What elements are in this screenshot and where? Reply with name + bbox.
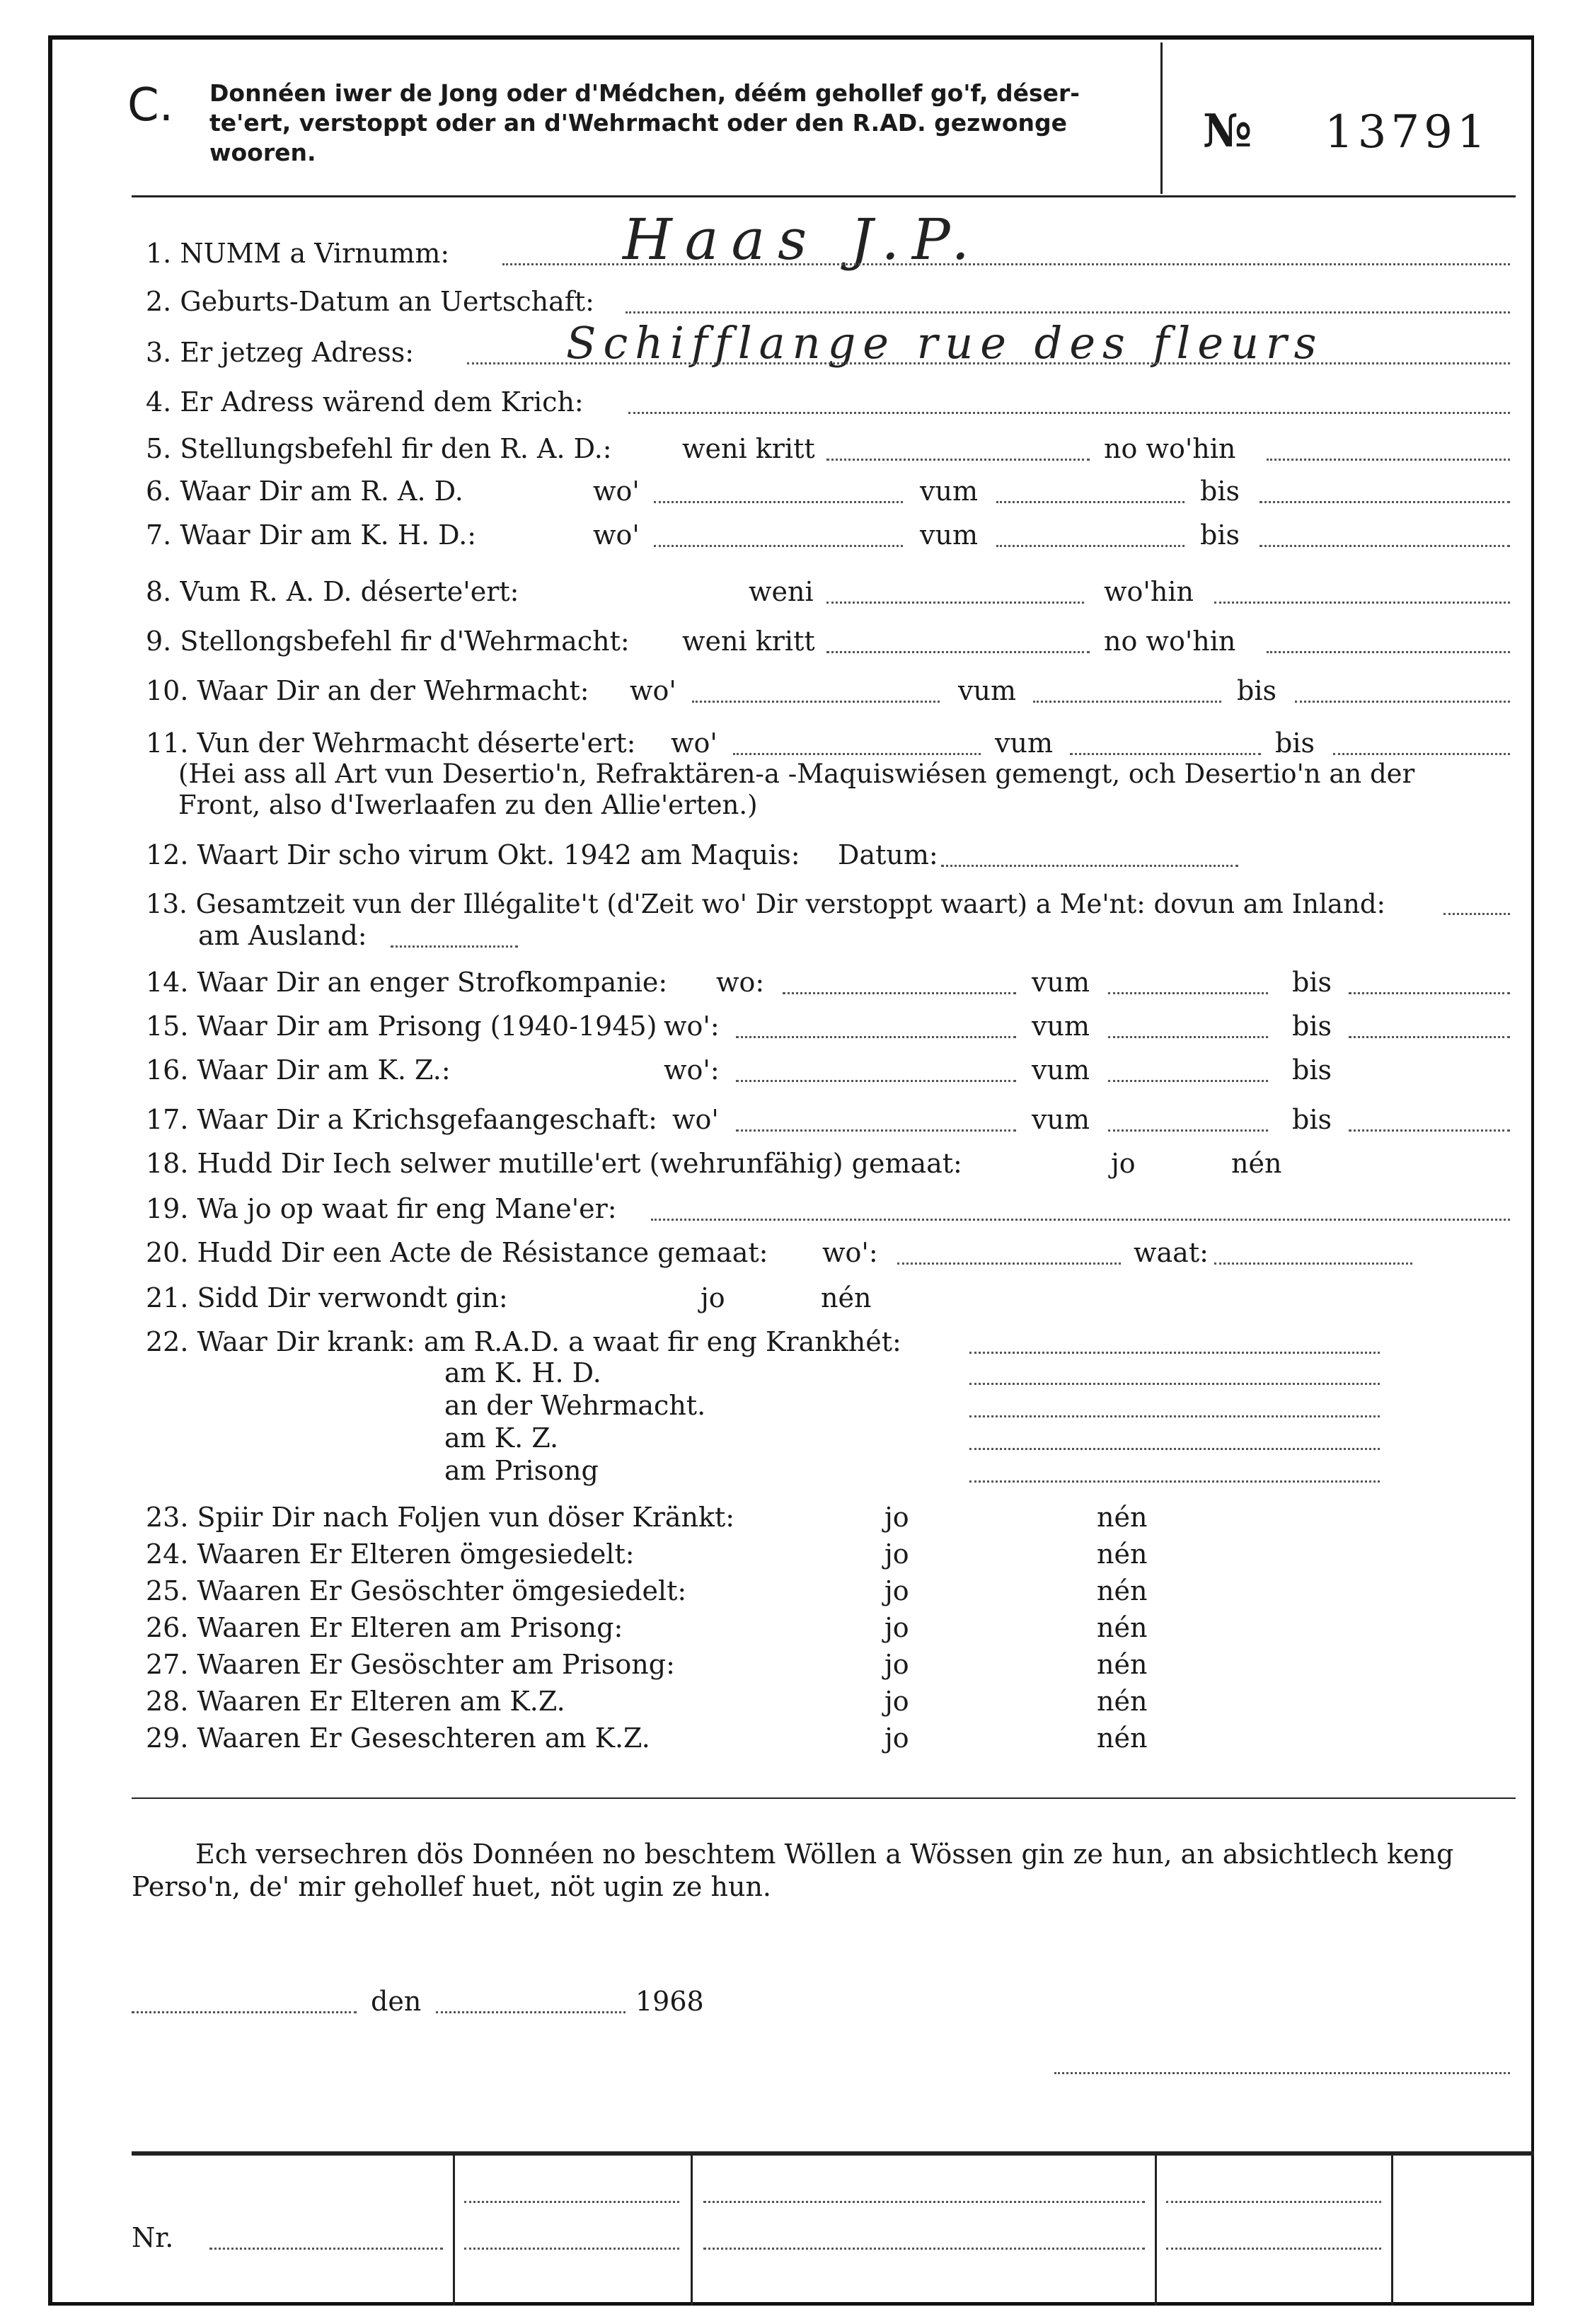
field-17-line-a: [736, 1129, 1016, 1132]
header-line-2: te'ert, verstoppt oder an d'Wehrmacht oder den R.AD. gezwonge: [209, 109, 1068, 137]
field-16-wo: wo':: [664, 1054, 720, 1086]
yesno-26-label: 26. Waaren Er Elteren am Prisong:: [146, 1612, 623, 1643]
field-22-sub-kz: am K. Z.: [444, 1422, 559, 1454]
yesno-24-nen: nén: [1097, 1538, 1148, 1570]
field-5-label: 5. Stellungsbefehl fir den R. A. D.:: [146, 433, 612, 464]
field-1-line: [502, 263, 1510, 265]
field-9-label: 9. Stellongsbefehl fir d'Wehrmacht:: [146, 626, 630, 657]
field-17-wo: wo': [672, 1104, 719, 1135]
field-10-wo: wo': [630, 675, 676, 706]
yesno-23-nen: nén: [1097, 1502, 1148, 1533]
field-20-wo: wo':: [822, 1237, 878, 1268]
declaration-rule: [132, 1797, 1516, 1799]
yesno-26-nen: nén: [1097, 1612, 1148, 1643]
field-11-vum: vum: [995, 727, 1053, 759]
field-12-line: [941, 865, 1238, 867]
footer-line-3b: [1166, 2248, 1381, 2250]
footer-line-3a: [1166, 2201, 1381, 2203]
field-10-label: 10. Waar Dir an der Wehrmacht:: [146, 675, 589, 706]
field-10-line-b: [1033, 701, 1221, 703]
field-14-line-a: [783, 992, 1016, 994]
field-6-label: 6. Waar Dir am R. A. D.: [146, 476, 463, 507]
yesno-29-jo: jo: [884, 1722, 909, 1754]
field-18-nen: nén: [1231, 1148, 1282, 1179]
field-13-line-b: [391, 945, 518, 948]
field-8-label: 8. Vum R. A. D. déserte'ert:: [146, 576, 519, 607]
field-19-label: 19. Wa jo op waat fir eng Mane'er:: [146, 1193, 617, 1224]
field-17-label: 17. Waar Dir a Krichsgefaangeschaft:: [146, 1104, 657, 1135]
field-11-bis: bis: [1275, 727, 1315, 759]
field-9-line-b: [1267, 651, 1510, 653]
field-7-label: 7. Waar Dir am K. H. D.:: [146, 519, 477, 551]
field-16-line-a: [736, 1080, 1016, 1082]
field-11-label: 11. Vun der Wehrmacht déserte'ert:: [146, 727, 636, 759]
field-22-line-3: [969, 1448, 1380, 1450]
footer-line-1a: [464, 2201, 679, 2203]
place-line: [132, 2011, 357, 2013]
field-8-line-a: [826, 602, 1084, 604]
field-6-line-a: [654, 501, 903, 503]
field-8-wohin: wo'hin: [1104, 576, 1194, 607]
field-11-line-b: [1070, 753, 1261, 755]
field-22-line-0: [969, 1352, 1380, 1354]
field-9-line-a: [826, 651, 1090, 653]
field-15-bis: bis: [1292, 1011, 1332, 1042]
field-21-nen: nén: [821, 1282, 872, 1313]
field-20-line-a: [897, 1262, 1121, 1265]
field-22-sub-prisong: am Prisong: [444, 1455, 599, 1486]
footer-line-1b: [464, 2248, 679, 2250]
header-rule: [132, 195, 1516, 197]
field-17-vum: vum: [1032, 1104, 1090, 1135]
field-10-bis: bis: [1237, 675, 1276, 706]
footer-line-2a: [703, 2201, 1145, 2203]
field-8-line-b: [1214, 602, 1510, 604]
header-line-3: wooren.: [209, 139, 316, 166]
header-line-1: Donnéen iwer de Jong oder d'Médchen, déém gehollef go'f, déser-: [209, 79, 1080, 107]
yesno-23-jo: jo: [884, 1502, 909, 1533]
field-15-line-a: [736, 1036, 1016, 1038]
field-6-wo: wo': [593, 476, 640, 507]
field-15-line-b: [1108, 1036, 1268, 1038]
field-21-label: 21. Sidd Dir verwondt gin:: [146, 1282, 508, 1313]
field-16-vum: vum: [1032, 1054, 1090, 1086]
footer-col-3: [1155, 2156, 1157, 2306]
field-5-weni: weni kritt: [682, 433, 815, 464]
yesno-27-nen: nén: [1097, 1649, 1148, 1680]
field-13-ausland: am Ausland:: [198, 920, 367, 951]
field-6-bis: bis: [1200, 476, 1240, 507]
nr-label: Nr.: [132, 2222, 174, 2253]
field-14-bis: bis: [1292, 967, 1332, 998]
form-number: 13791: [1325, 106, 1490, 159]
field-3-handwriting: Schifflange rue des fleurs: [566, 317, 1324, 369]
field-4-label: 4. Er Adress wärend dem Krich:: [146, 386, 584, 418]
field-9-nowohin: no wo'hin: [1104, 626, 1236, 657]
field-11-line-c: [1333, 753, 1510, 755]
field-8-weni: weni: [749, 576, 814, 607]
footer-line-2b: [703, 2248, 1145, 2250]
field-7-vum: vum: [920, 519, 978, 551]
footer-col-2: [691, 2156, 693, 2306]
field-11-note-1: (Hei ass all Art vun Desertio'n, Refraktären-a -Maquiswiésen gemengt, och Desertio'n an der: [178, 759, 1415, 789]
yesno-26-jo: jo: [884, 1612, 909, 1643]
field-22-line-4: [969, 1480, 1380, 1483]
field-15-vum: vum: [1032, 1011, 1090, 1042]
field-16-line-b: [1108, 1080, 1268, 1082]
field-22-label: 22. Waar Dir krank: am R.A.D. a waat fir eng Krankhét:: [146, 1326, 901, 1357]
field-14-line-c: [1349, 992, 1510, 994]
field-17-line-c: [1349, 1129, 1510, 1132]
field-20-line-b: [1214, 1262, 1412, 1265]
yesno-24-label: 24. Waaren Er Elteren ömgesiedelt:: [146, 1538, 635, 1570]
footer-rule: [132, 2151, 1534, 2156]
declaration-line-2: Perso'n, de' mir gehollef huet, nöt ugin ze hun.: [132, 1871, 772, 1902]
field-10-vum: vum: [958, 675, 1016, 706]
section-letter: C.: [127, 79, 174, 132]
field-2-line: [626, 311, 1510, 313]
field-7-line-c: [1260, 545, 1510, 547]
field-17-bis: bis: [1292, 1104, 1332, 1135]
field-17-line-b: [1108, 1129, 1268, 1132]
field-18-label: 18. Hudd Dir Iech selwer mutille'ert (wehrunfähig) gemaat:: [146, 1148, 962, 1179]
yesno-25-label: 25. Waaren Er Gesöschter ömgesiedelt:: [146, 1575, 687, 1606]
field-13-line-a: [1443, 913, 1510, 915]
field-3-label: 3. Er jetzeg Adress:: [146, 337, 414, 368]
yesno-24-jo: jo: [884, 1538, 909, 1570]
field-18-jo: jo: [1111, 1148, 1136, 1179]
yesno-25-nen: nén: [1097, 1575, 1148, 1606]
yesno-28-jo: jo: [884, 1686, 909, 1717]
field-15-line-c: [1349, 1036, 1510, 1038]
field-6-line-b: [996, 501, 1185, 503]
den-label: den: [371, 1986, 422, 2017]
field-12-datum: Datum:: [838, 839, 938, 870]
footer-col-1: [453, 2156, 455, 2306]
header-divider: [1160, 42, 1163, 194]
field-5-nowohin: no wo'hin: [1104, 433, 1236, 464]
field-16-bis: bis: [1292, 1054, 1332, 1086]
field-14-wo: wo:: [716, 967, 765, 998]
declaration-line-1: Ech versechren dös Donnéen no beschtem Wöllen a Wössen gin ze hun, an absichtlech keng: [195, 1839, 1454, 1870]
field-6-line-c: [1260, 501, 1510, 503]
field-19-line: [651, 1219, 1510, 1221]
field-14-label: 14. Waar Dir an enger Strofkompanie:: [146, 967, 668, 998]
field-13-label: 13. Gesamtzeit vun der Illégalite't (d'Zeit wo' Dir verstoppt waart) a Me'nt: dovun am Inland:: [146, 889, 1385, 919]
field-14-vum: vum: [1032, 967, 1090, 998]
field-4-line: [628, 412, 1510, 414]
field-2-label: 2. Geburts-Datum an Uertschaft:: [146, 286, 594, 317]
yesno-27-label: 27. Waaren Er Gesöschter am Prisong:: [146, 1649, 675, 1680]
year-label: 1968: [635, 1986, 704, 2017]
field-10-line-a: [692, 701, 940, 703]
field-7-wo: wo': [593, 519, 640, 551]
yesno-29-nen: nén: [1097, 1722, 1148, 1754]
field-5-line-b: [1267, 459, 1510, 461]
signature-line: [1054, 2072, 1510, 2074]
field-5-line-a: [826, 459, 1090, 461]
field-7-bis: bis: [1200, 519, 1240, 551]
nr-line: [209, 2248, 443, 2250]
date-line: [436, 2011, 626, 2013]
yesno-23-label: 23. Spiir Dir nach Foljen vun döser Kränkt:: [146, 1502, 735, 1533]
field-7-line-b: [996, 545, 1185, 547]
field-20-waat: waat:: [1134, 1237, 1209, 1268]
field-22-sub-khd: am K. H. D.: [444, 1357, 601, 1388]
field-21-jo: jo: [701, 1282, 725, 1313]
field-10-line-c: [1295, 701, 1510, 703]
number-sign: №: [1203, 105, 1252, 158]
field-12-label: 12. Waart Dir scho virum Okt. 1942 am Maquis:: [146, 839, 800, 870]
field-15-wo: wo':: [664, 1011, 720, 1042]
field-1-handwriting: Haas J.P.: [623, 207, 982, 272]
field-22-line-2: [969, 1415, 1380, 1417]
field-11-line-a: [733, 753, 981, 755]
field-14-line-b: [1108, 992, 1268, 994]
field-11-wo: wo': [671, 727, 717, 759]
field-6-vum: vum: [920, 476, 978, 507]
field-9-weni: weni kritt: [682, 626, 815, 657]
yesno-27-jo: jo: [884, 1649, 909, 1680]
yesno-25-jo: jo: [884, 1575, 909, 1606]
field-22-sub-wehrmacht: an der Wehrmacht.: [444, 1390, 706, 1421]
yesno-28-nen: nén: [1097, 1686, 1148, 1717]
field-20-label: 20. Hudd Dir een Acte de Résistance gemaat:: [146, 1237, 768, 1268]
field-1-label: 1. NUMM a Virnumm:: [146, 238, 450, 269]
field-16-label: 16. Waar Dir am K. Z.:: [146, 1054, 451, 1086]
yesno-29-label: 29. Waaren Er Geseschteren am K.Z.: [146, 1722, 650, 1754]
footer-col-4: [1391, 2156, 1393, 2306]
field-7-line-a: [654, 545, 903, 547]
field-3-line: [467, 362, 1510, 364]
yesno-28-label: 28. Waaren Er Elteren am K.Z.: [146, 1686, 565, 1717]
field-15-label: 15. Waar Dir am Prisong (1940-1945): [146, 1011, 657, 1042]
field-22-line-1: [969, 1383, 1380, 1385]
field-11-note-2: Front, also d'Iwerlaafen zu den Allie'erten.): [178, 790, 758, 820]
